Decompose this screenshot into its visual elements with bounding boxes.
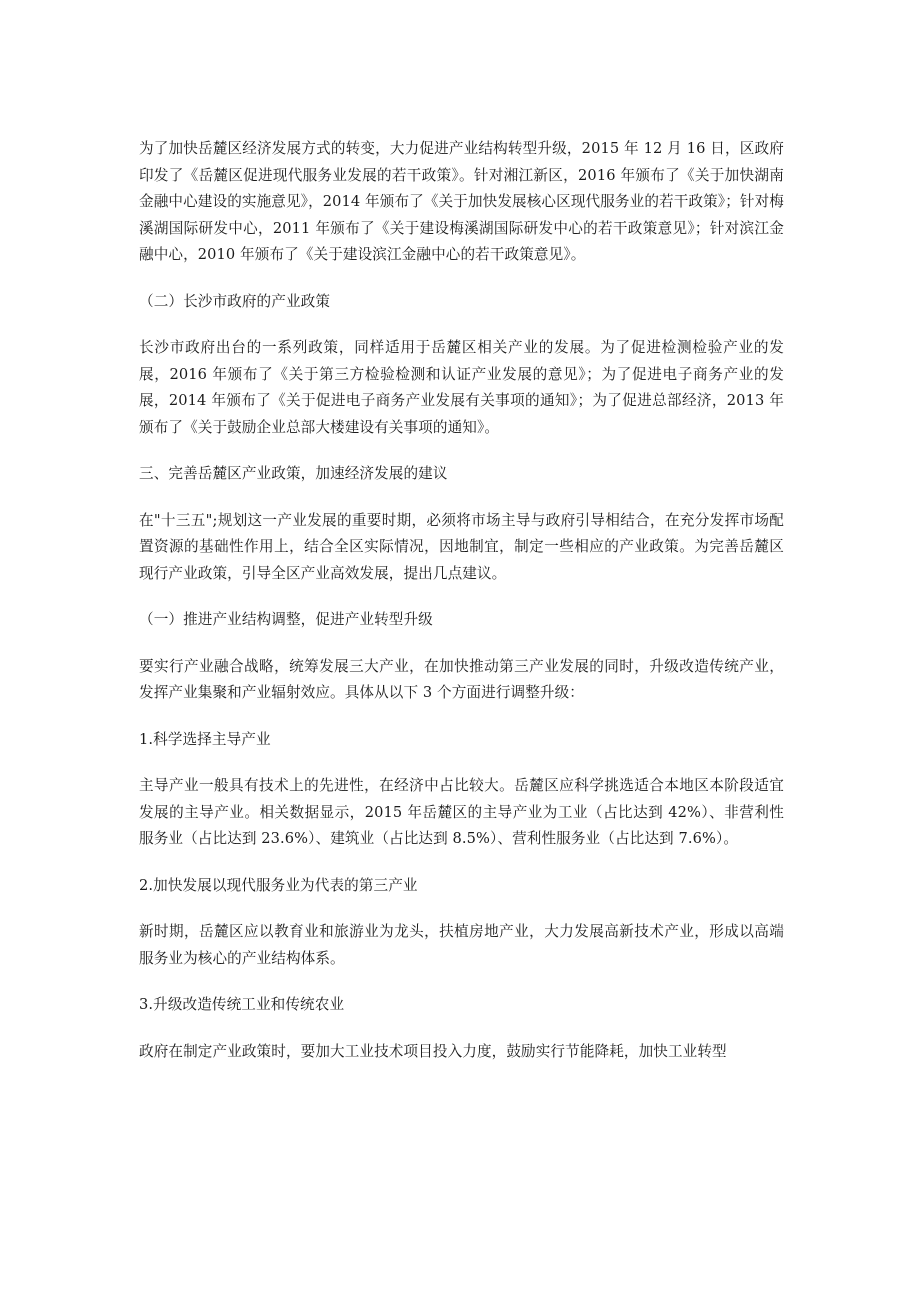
heading-traditional-upgrade: 3.升级改造传统工业和传统农业 xyxy=(139,996,345,1013)
paragraph-changsha-policies: 长沙市政府出台的一系列政策，同样适用于岳麓区相关产业的发展。为了促进检测检验产业的发展，2016 年颁布了《关于第三方检验检测和认证产业发展的意见》；为了促进电子商务产业的发展，2014 年颁布了《关于促进电子商务产业发展有关事项的通知》；为了促进总部经济，2013 年颁布了《关于鼓励企业总部大楼建设有关事项的通知》。 xyxy=(139,339,784,436)
paragraph-tertiary-industry: 新时期，岳麓区应以教育业和旅游业为龙头，扶植房地产业，大力发展高新技术产业，形成以高端服务业为核心的产业结构体系。 xyxy=(139,923,784,967)
document-body xyxy=(139,136,784,1065)
heading-changsha-policies: （二）长沙市政府的产业政策 xyxy=(139,292,331,310)
heading-section-three: 三、完善岳麓区产业政策，加速经济发展的建议 xyxy=(139,465,448,482)
paragraph-industry-integration: 要实行产业融合战略，统筹发展三大产业，在加快推动第三产业发展的同时，升级改造传统产业，发挥产业集聚和产业辐射效应。具体从以下 3 个方面进行调整升级： xyxy=(139,657,784,701)
paragraph-thirteenth-five-year: 在"十三五";规划这一产业发展的重要时期，必须将市场主导与政府引导相结合，在充分发挥市场配置资源的基础性作用上，结合全区实际情况，因地制宜，制定一些相应的产业政策。为完善岳麓区现行产业政策，引导全区产业高效发展，提出几点建议。 xyxy=(139,511,784,582)
paragraph-district-policies: 为了加快岳麓区经济发展方式的转变，大力促进产业结构转型升级，2015 年 12 月 16 日，区政府印发了《岳麓区促进现代服务业发展的若干政策》。针对湘江新区，2016 年颁布了《关于加快湖南金融中心建设的实施意见》，2014 年颁布了《关于加快发展核心区现代服务业的若干政策》；针对梅溪湖国际研发中心，2011 年颁布了《关于建设梅溪湖国际研发中心的若干政策意见》；针对滨江金融中心，2010 年颁布了《关于建设滨江金融中心的若干政策意见》。 xyxy=(139,140,784,263)
heading-structure-adjustment: （一）推进产业结构调整，促进产业转型升级 xyxy=(139,611,433,628)
paragraph-leading-industry: 主导产业一般具有技术上的先进性，在经济中占比较大。岳麓区应科学挑选适合本地区本阶段适宜发展的主导产业。相关数据显示，2015 年岳麓区的主导产业为工业（占比达到 42%）、非营利性服务业（占比达到 23.6%）、建筑业（占比达到 8.5%）、营利性服务业（占比达到 7.6%）。 xyxy=(139,777,784,847)
heading-tertiary-industry: 2.加快发展以现代服务业为代表的第三产业 xyxy=(139,876,418,894)
paragraph-traditional-upgrade: 政府在制定产业政策时，要加大工业技术项目投入力度，鼓励实行节能降耗，加快工业转型 xyxy=(139,1042,727,1060)
heading-leading-industry: 1.科学选择主导产业 xyxy=(139,730,271,748)
